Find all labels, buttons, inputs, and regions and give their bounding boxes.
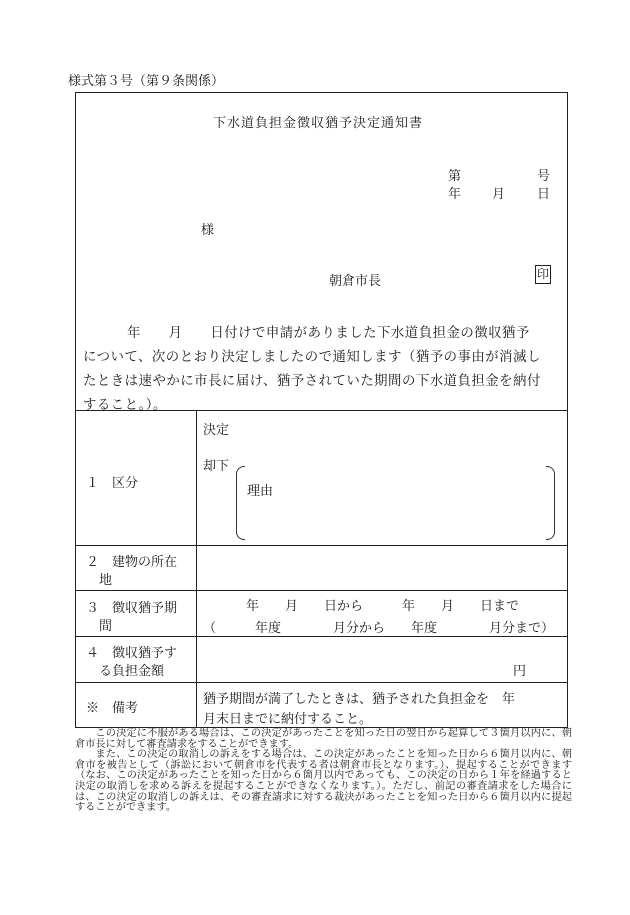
date-month: 月 (492, 187, 506, 202)
decision-approved: 決定 (203, 423, 230, 438)
row-divider-1 (75, 545, 568, 546)
remarks-line-1: 猶予期間が満了したときは、猶予された負担金を 年 (203, 692, 516, 707)
document-title: 下水道負担金徴収猶予決定通知書 (213, 116, 424, 131)
location-label-1: ２ 建物の所在 (86, 555, 178, 570)
remarks-label: ※ 備考 (86, 701, 139, 716)
body-line-3: たときは速やかに市長に届け、猶予されていた期間の下水道負担金を納付 (83, 374, 541, 389)
period-fiscal: （ 年度 月分から 年度 月分まで） (203, 621, 555, 636)
amount-label-2: る負担金額 (99, 664, 165, 679)
number-dai: 第 (448, 169, 462, 184)
location-label-2: 地 (99, 573, 113, 588)
issuer: 朝倉市長 (329, 274, 382, 289)
appeal-note-1: この決定に不服がある場合は、この決定があったことを知った日の翌日から起算して３箇月以内に、朝倉市長に対して審査請求をすることができます。 (75, 728, 572, 750)
appeal-note-2: また、この決定の取消しの訴えをする場合は、この決定があったことを知った日から６箇月以内に、朝倉市を被告として（訴訟において朝倉市を代表する者は朝倉市長となります。）、提起することができます（なお、この決定があったことを知った日から６箇月以内であっても、この決定の日から１年を経過すると決定の取消しを求める訴えを提起することができなくなります。）。ただし、前記の審査請求をした場合には、この決定の取消しの訴えは、その審査請求に対する裁決があったことを知った日から６箇月以内に提起することができます。 (75, 749, 572, 814)
reason-bracket-left (236, 466, 245, 540)
row-divider-4 (75, 682, 568, 683)
period-label-1: ３ 徴収猶予期 (86, 601, 178, 616)
row-divider-3 (75, 636, 568, 637)
body-line-1: 年 月 日付けで申請がありました下水道負担金の徴収猶予 (127, 326, 530, 341)
amount-unit: 円 (513, 664, 527, 679)
decision-rejected: 却下 (203, 459, 230, 474)
reason-label: 理由 (247, 484, 274, 499)
date-day: 日 (537, 187, 551, 202)
appeal-notice (75, 729, 572, 814)
form-number: 様式第３号（第９条関係） (68, 74, 225, 89)
period-from-to: 年 月 日から 年 月 日まで (246, 599, 520, 614)
body-line-2: について、次のとおり決定しましたので通知します（猶予の事由が消滅し (83, 350, 541, 365)
reason-bracket-right (546, 466, 555, 540)
period-label-2: 間 (99, 619, 113, 634)
row-divider-2 (75, 590, 568, 591)
body-line-4: すること。）。 (83, 398, 167, 413)
seal-mark: 印 (535, 265, 551, 284)
kubun-label: １ 区分 (86, 476, 139, 491)
remarks-line-2: 月末日までに納付すること。 (203, 712, 373, 727)
recipient-suffix: 様 (201, 223, 215, 238)
date-year: 年 (448, 187, 462, 202)
amount-label-1: ４ 徴収猶予す (86, 646, 178, 661)
number-go: 号 (537, 169, 551, 184)
column-divider (196, 410, 197, 728)
